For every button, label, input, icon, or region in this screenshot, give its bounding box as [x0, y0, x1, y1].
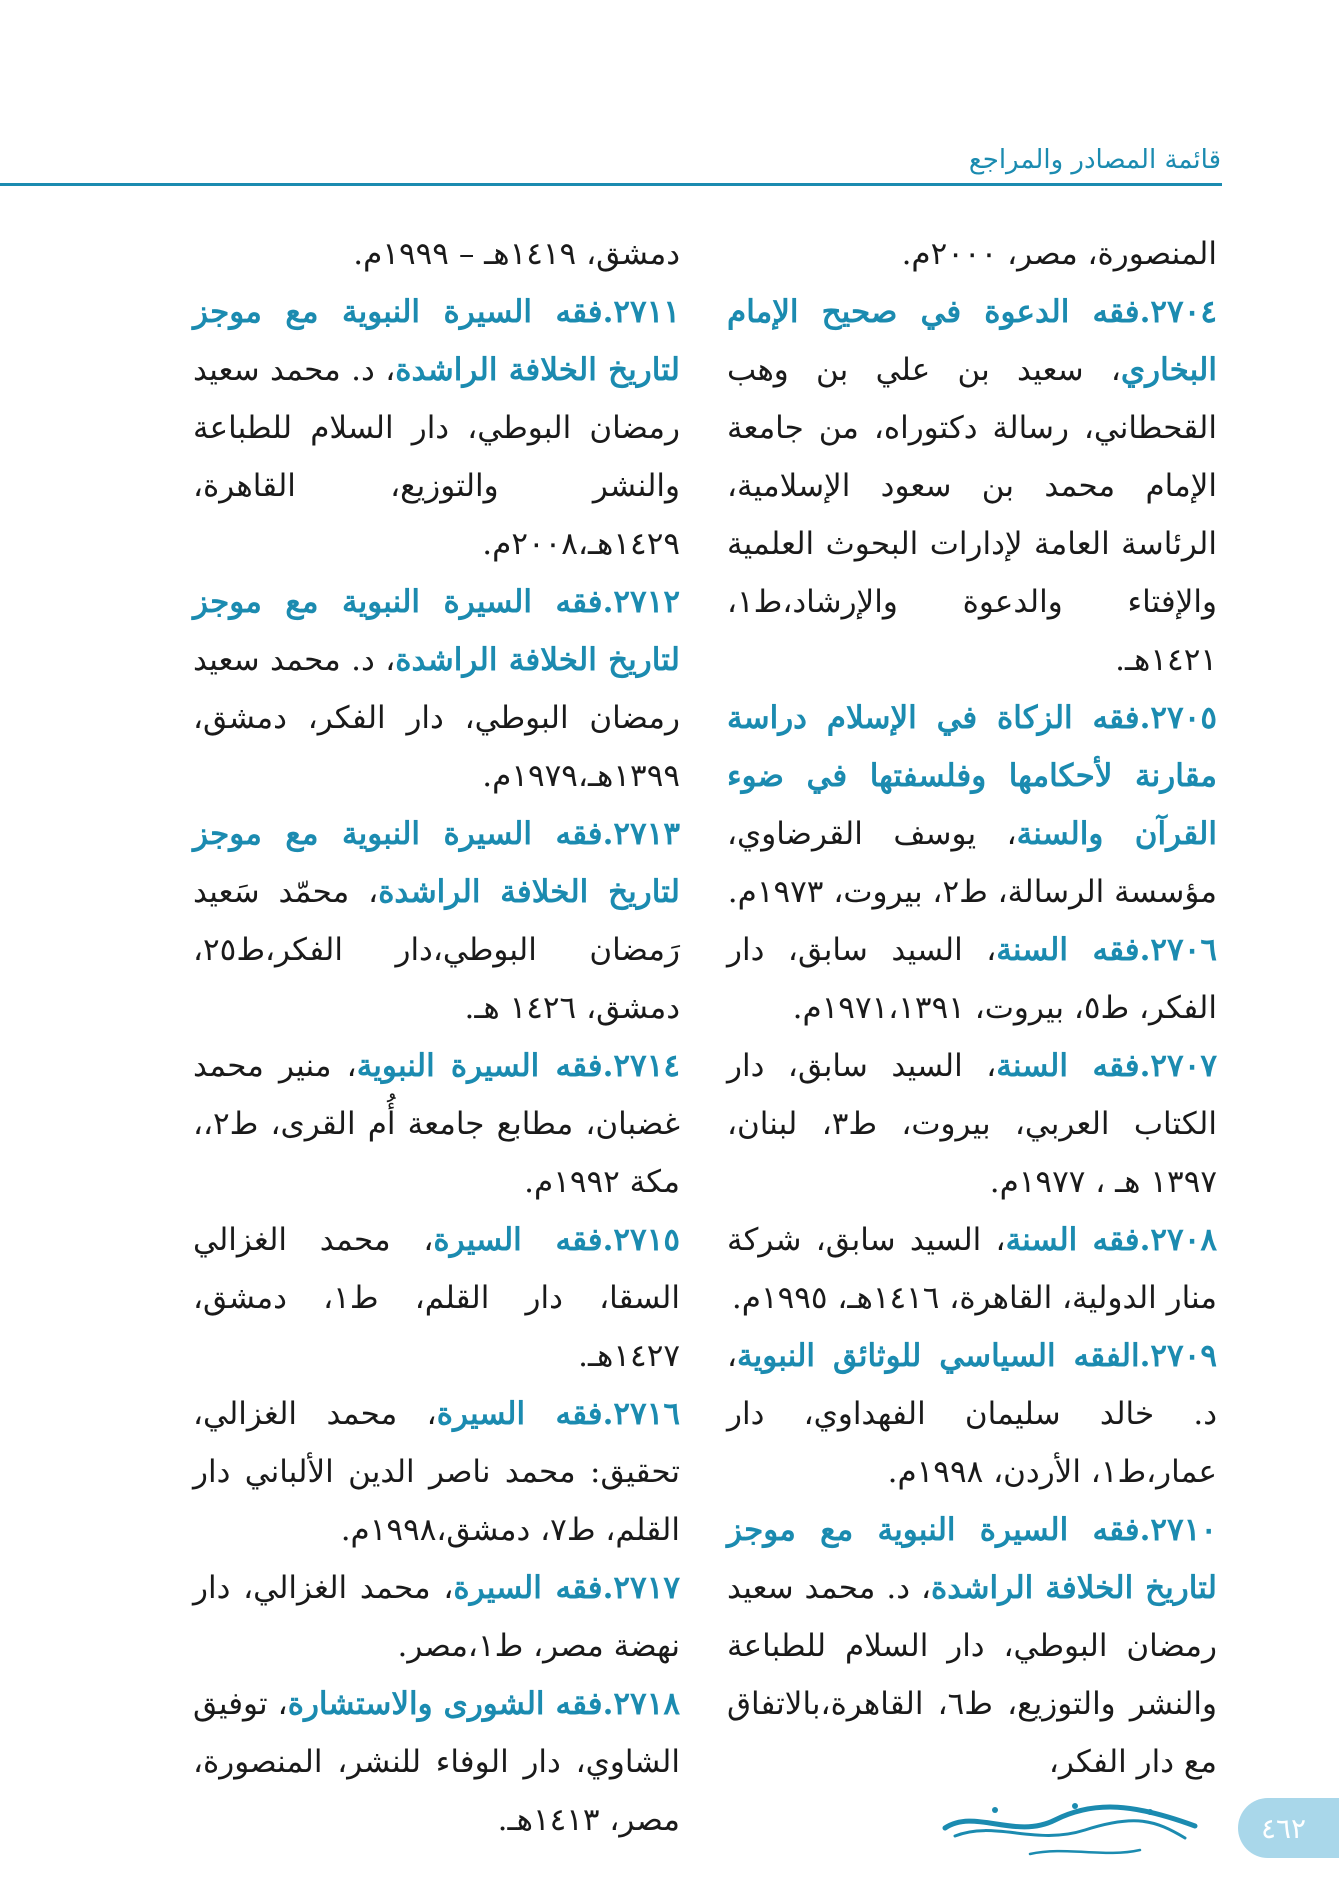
entry-text: ، د. محمد سعيد رمضان البوطي، دار السلام للطباعة والنشر والتوزيع، القاهرة، ١٤٢٩هـ،٢٠٠٨م.	[193, 352, 680, 562]
entry-title: فقه السيرة النبوية مع موجز لتاريخ الخلافة الراشدة	[193, 584, 681, 678]
entry-title: فقه السيرة النبوية مع موجز لتاريخ الخلافة الراشدة	[193, 816, 680, 910]
bibliography-entry	[727, 225, 1217, 283]
bibliography-entry	[193, 1385, 680, 1559]
entry-number: ٢٧١٤.	[602, 1048, 680, 1084]
bibliography-entry	[193, 1675, 680, 1849]
entry-number: ٢٧١٣.	[602, 816, 680, 852]
entry-number: ٢٧١١.	[602, 294, 680, 330]
bibliography-entry	[727, 283, 1217, 689]
entry-title: فقه السيرة	[436, 1396, 603, 1432]
entry-number: ٢٧١٥.	[602, 1222, 680, 1258]
entry-title: فقه السيرة النبوية مع موجز لتاريخ الخلافة الراشدة	[727, 1512, 1217, 1606]
entry-number: ٢٧٠٦.	[1139, 932, 1217, 968]
entry-text: ، د. محمد سعيد رمضان البوطي، دار السلام للطباعة والنشر والتوزيع، ط٦، القاهرة،بالاتفاق مع دار الفكر،	[727, 1570, 1217, 1780]
entry-title: فقه السنة	[996, 932, 1140, 968]
entry-number: ٢٧١٧.	[602, 1570, 680, 1606]
entry-title: فقه الدعوة في صحيح الإمام البخاري	[727, 294, 1217, 388]
entry-text: ، محمّد سَعيد رَمضان البوطي،دار الفكر،ط٢٥، دمشق، ١٤٢٦ هـ.	[193, 874, 680, 1026]
bibliography-entry	[193, 573, 680, 805]
entry-text: ، توفيق الشاوي، دار الوفاء للنشر، المنصورة، مصر، ١٤١٣هـ.	[193, 1686, 680, 1838]
bibliography-entry	[727, 689, 1217, 921]
entry-title: فقه السنة	[1005, 1222, 1140, 1258]
bibliography-entry	[727, 1501, 1217, 1791]
header-rule	[0, 183, 1222, 186]
entry-title: فقه الشورى والاستشارة	[287, 1686, 603, 1722]
entry-text: المنصورة، مصر، ٢٠٠٠م.	[901, 236, 1217, 272]
bibliography-entry	[193, 1211, 680, 1385]
entry-number: ٢٧٠٧.	[1139, 1048, 1217, 1084]
entry-text: ، محمد الغزالي، تحقيق: محمد ناصر الدين الألباني دار القلم، ط٧، دمشق،١٩٩٨م.	[193, 1396, 680, 1548]
entry-title: فقه السيرة	[453, 1570, 603, 1606]
entry-title: فقه السيرة	[433, 1222, 603, 1258]
entry-text: ، السيد سابق، دار الفكر، ط٥، بيروت، ١٩٧١،١٣٩١م.	[727, 932, 1217, 1026]
entry-number: ٢٧١٠.	[1139, 1512, 1217, 1548]
entry-number: ٢٧٠٤.	[1139, 294, 1217, 330]
right-column	[727, 225, 1217, 1791]
page-number-tab	[1238, 1798, 1339, 1858]
entry-text: ، د. خالد سليمان الفهداوي، دار عمار،ط١، الأردن، ١٩٩٨م.	[727, 1338, 1217, 1490]
bibliography-entry	[727, 921, 1217, 1037]
entry-title: فقه الزكاة في الإسلام دراسة مقارنة لأحكامها وفلسفتها في ضوء القرآن والسنة	[727, 700, 1217, 852]
entry-number: ٢٧٠٨.	[1139, 1222, 1217, 1258]
entry-number: ٢٧٠٥.	[1139, 700, 1217, 736]
entry-text: دمشق، ١٤١٩هـ – ١٩٩٩م.	[353, 236, 680, 272]
bibliography-entry	[193, 225, 680, 283]
entry-text: ، منير محمد غضبان، مطابع جامعة أُم القرى، ط٢،، مكة ١٩٩٢م.	[193, 1048, 680, 1200]
left-column	[193, 225, 680, 1849]
entry-text: ، السيد سابق، دار الكتاب العربي، بيروت، ط٣، لبنان، ١٣٩٧ هـ ، ١٩٧٧م.	[727, 1048, 1217, 1200]
bibliography-entry	[727, 1211, 1217, 1327]
entry-title: فقه السنة	[996, 1048, 1140, 1084]
entry-title: فقه السيرة النبوية مع موجز لتاريخ الخلافة الراشدة	[193, 294, 681, 388]
entry-text: ، يوسف القرضاوي، مؤسسة الرسالة، ط٢، بيروت، ١٩٧٣م.	[727, 816, 1217, 910]
bibliography-entry	[193, 1559, 680, 1675]
bibliography-entry	[193, 283, 680, 573]
entry-number: ٢٧١٢.	[602, 584, 680, 620]
running-header-title: قائمة المصادر والمراجع	[968, 145, 1221, 175]
encyclopedia-logo	[935, 1790, 1205, 1865]
page-number: ٤٦٢	[1260, 1811, 1307, 1845]
entry-text: ، السيد سابق، شركة منار الدولية، القاهرة، ١٤١٦هـ، ١٩٩٥م.	[727, 1222, 1217, 1316]
entry-text: ، محمد الغزالي، دار نهضة مصر، ط١،مصر.	[193, 1570, 680, 1664]
entry-text: ، د. محمد سعيد رمضان البوطي، دار الفكر، دمشق، ١٣٩٩هـ،١٩٧٩م.	[193, 642, 680, 794]
entry-title: فقه السيرة النبوية	[356, 1048, 603, 1084]
bibliography-entry	[193, 1037, 680, 1211]
entry-title: الفقه السياسي للوثائق النبوية	[737, 1338, 1140, 1374]
bibliography-entry	[193, 805, 680, 1037]
entry-text: ، سعيد بن علي بن وهب القحطاني، رسالة دكتوراه، من جامعة الإمام محمد بن سعود الإسلامية، الرئاسة العامة لإدارات البحوث العلمية والإفتاء والدعوة والإرشاد،ط١، ١٤٢١هـ.	[727, 352, 1217, 678]
bibliography-entry	[727, 1037, 1217, 1211]
entry-number: ٢٧١٨.	[602, 1686, 681, 1722]
entry-text: ، محمد الغزالي السقا، دار القلم، ط١، دمشق، ١٤٢٧هـ.	[193, 1222, 680, 1374]
entry-number: ٢٧١٦.	[602, 1396, 681, 1432]
bibliography-entry	[727, 1327, 1217, 1501]
entry-number: ٢٧٠٩.	[1139, 1338, 1217, 1374]
